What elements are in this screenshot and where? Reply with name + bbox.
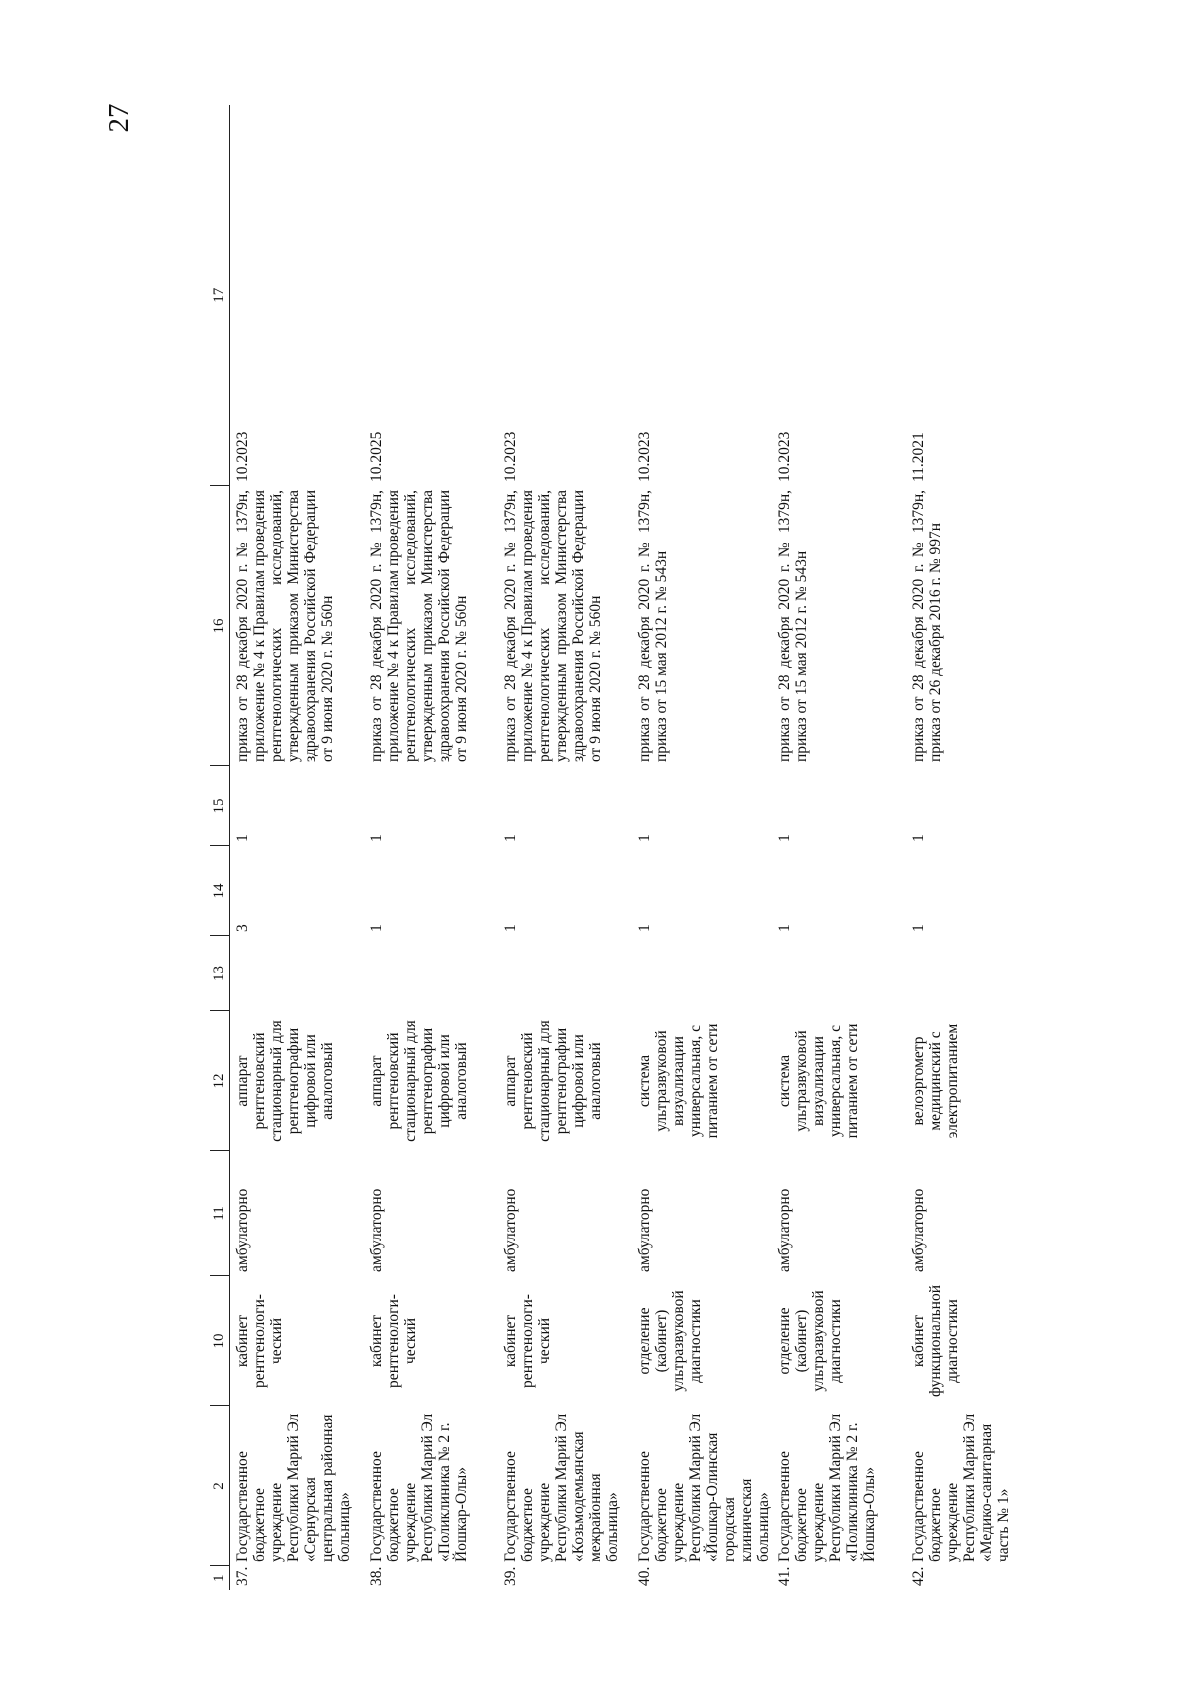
row-number: 38.	[368, 1566, 385, 1586]
column-header: 2	[210, 1406, 230, 1566]
care-mode: амбулаторно	[636, 1188, 653, 1272]
row-number: 39.	[502, 1566, 519, 1586]
column-15-value: 1	[776, 834, 793, 842]
date-value: 10.2023	[234, 431, 251, 482]
table-row	[772, 105, 906, 1590]
organization-name: Государственное бюджетное учреждение Республики Марий Эл «Медико-санитарная часть № 1»	[910, 1413, 1012, 1562]
page-number: 27	[103, 103, 135, 133]
date-value: 11.2021	[910, 432, 927, 482]
row-number: 37.	[234, 1566, 251, 1586]
date-value: 10.2023	[776, 431, 793, 482]
header-row	[210, 105, 230, 1590]
column-15-value: 1	[502, 834, 519, 842]
care-mode: амбулаторно	[368, 1188, 385, 1272]
legal-basis: приказ от 28 декабря 2020 г. № 1379н, приложение № 4 к Правилам проведения рентгенологических исследований, утвержденным приказом Министерства здравоохранения Российской Федерации от 9 июня 2020 г. № 560н	[234, 490, 336, 762]
legal-basis: приказ от 28 декабря 2020 г. № 1379н, приказ от 15 мая 2012 г. № 543н	[776, 490, 810, 762]
date-value: 10.2023	[502, 431, 519, 482]
legal-basis: приказ от 28 декабря 2020 г. № 1379н, приложение № 4 к Правилам проведения рентгенологических исследований, утвержденным приказом Министерства здравоохранения Российской Федерации от 9 июня 2020 г. № 560н	[502, 490, 604, 762]
column-13-value	[498, 936, 632, 1011]
unit-name: отделение (кабинет) ультразвуковой диагностики	[776, 1290, 844, 1392]
row-number: 40.	[636, 1566, 653, 1586]
equipment-name: аппарат рентгеновский стационарный для рентгенографии цифровой или аналоговый	[234, 1020, 336, 1142]
column-14-value: 3	[234, 924, 251, 932]
unit-name: кабинет функциональной диагностики	[910, 1284, 961, 1398]
column-13-value	[772, 936, 906, 1011]
care-mode: амбулаторно	[776, 1188, 793, 1272]
column-15-value: 1	[636, 834, 653, 842]
column-15-value: 1	[910, 834, 927, 842]
date-value: 10.2023	[636, 431, 653, 482]
organization-name: Государственное бюджетное учреждение Республики Марий Эл «Йошкар-Олинская городская клиническая больница»	[636, 1413, 772, 1562]
organization-name: Государственное бюджетное учреждение Республики Марий Эл «Сернурская центральная районная больница»	[234, 1413, 353, 1562]
care-mode: амбулаторно	[234, 1188, 251, 1272]
table-row	[498, 105, 632, 1590]
column-header: 15	[210, 766, 230, 846]
equipment-name: система ультразвуковой визуализации универсальная, с питанием от сети	[636, 1023, 721, 1139]
column-14-value: 1	[636, 924, 653, 932]
column-14-value: 1	[910, 924, 927, 932]
column-13-value	[364, 936, 498, 1011]
care-mode: амбулаторно	[502, 1188, 519, 1272]
column-15-value: 1	[234, 834, 251, 842]
column-13-value	[230, 936, 365, 1011]
column-header: 12	[210, 1011, 230, 1151]
register-table	[210, 105, 1040, 1590]
column-header: 16	[210, 486, 230, 766]
table-row	[906, 105, 1040, 1590]
unit-name: кабинет рентгенологи-ческий	[368, 1294, 419, 1388]
column-header: 14	[210, 846, 230, 936]
column-13-value	[632, 936, 772, 1011]
equipment-name: аппарат рентгеновский стационарный для рентгенографии цифровой или аналоговый	[502, 1020, 604, 1142]
column-header: 17	[210, 105, 230, 486]
column-15-value: 1	[368, 834, 385, 842]
column-header: 13	[210, 936, 230, 1011]
table-row	[632, 105, 772, 1590]
row-number: 41.	[776, 1566, 793, 1586]
date-value: 10.2025	[368, 431, 385, 482]
column-header: 1	[210, 1566, 230, 1590]
legal-basis: приказ от 28 декабря 2020 г. № 1379н, приказ от 26 декабря 2016 г. № 997н	[910, 490, 944, 762]
unit-name: кабинет рентгенологи-ческий	[502, 1294, 553, 1388]
column-14-value: 1	[368, 924, 385, 932]
organization-name: Государственное бюджетное учреждение Республики Марий Эл «Поликлиника № 2 г. Йошкар-Олы»	[368, 1413, 470, 1562]
care-mode: амбулаторно	[910, 1188, 927, 1272]
column-13-value	[906, 936, 1040, 1011]
column-14-value: 1	[776, 924, 793, 932]
equipment-name: велоэргометр медицинский с электропитанием	[910, 1023, 961, 1139]
legal-basis: приказ от 28 декабря 2020 г. № 1379н, приложение № 4 к Правилам проведения рентгенологических исследований, утвержденным приказом Министерства здравоохранения Российской Федерации от 9 июня 2020 г. № 560н	[368, 490, 470, 762]
table-row	[230, 105, 365, 1590]
equipment-name: аппарат рентгеновский стационарный для рентгенографии цифровой или аналоговый	[368, 1020, 470, 1142]
column-14-value: 1	[502, 924, 519, 932]
organization-name: Государственное бюджетное учреждение Республики Марий Эл «Поликлиника № 2 г. Йошкар-Олы»	[776, 1413, 878, 1562]
rotated-table-container	[210, 105, 1010, 1590]
organization-name: Государственное бюджетное учреждение Республики Марий Эл «Козьмодемьянская межрайонная больница»	[502, 1413, 621, 1562]
equipment-name: система ультразвуковой визуализации универсальная, с питанием от сети	[776, 1023, 861, 1139]
unit-name: кабинет рентгенологи-ческий	[234, 1294, 285, 1388]
table-row	[364, 105, 498, 1590]
unit-name: отделение (кабинет) ультразвуковой диагностики	[636, 1290, 704, 1392]
row-number: 42.	[910, 1566, 927, 1586]
column-header: 10	[210, 1276, 230, 1406]
column-header: 11	[210, 1151, 230, 1276]
legal-basis: приказ от 28 декабря 2020 г. № 1379н, приказ от 15 мая 2012 г. № 543н	[636, 490, 670, 762]
